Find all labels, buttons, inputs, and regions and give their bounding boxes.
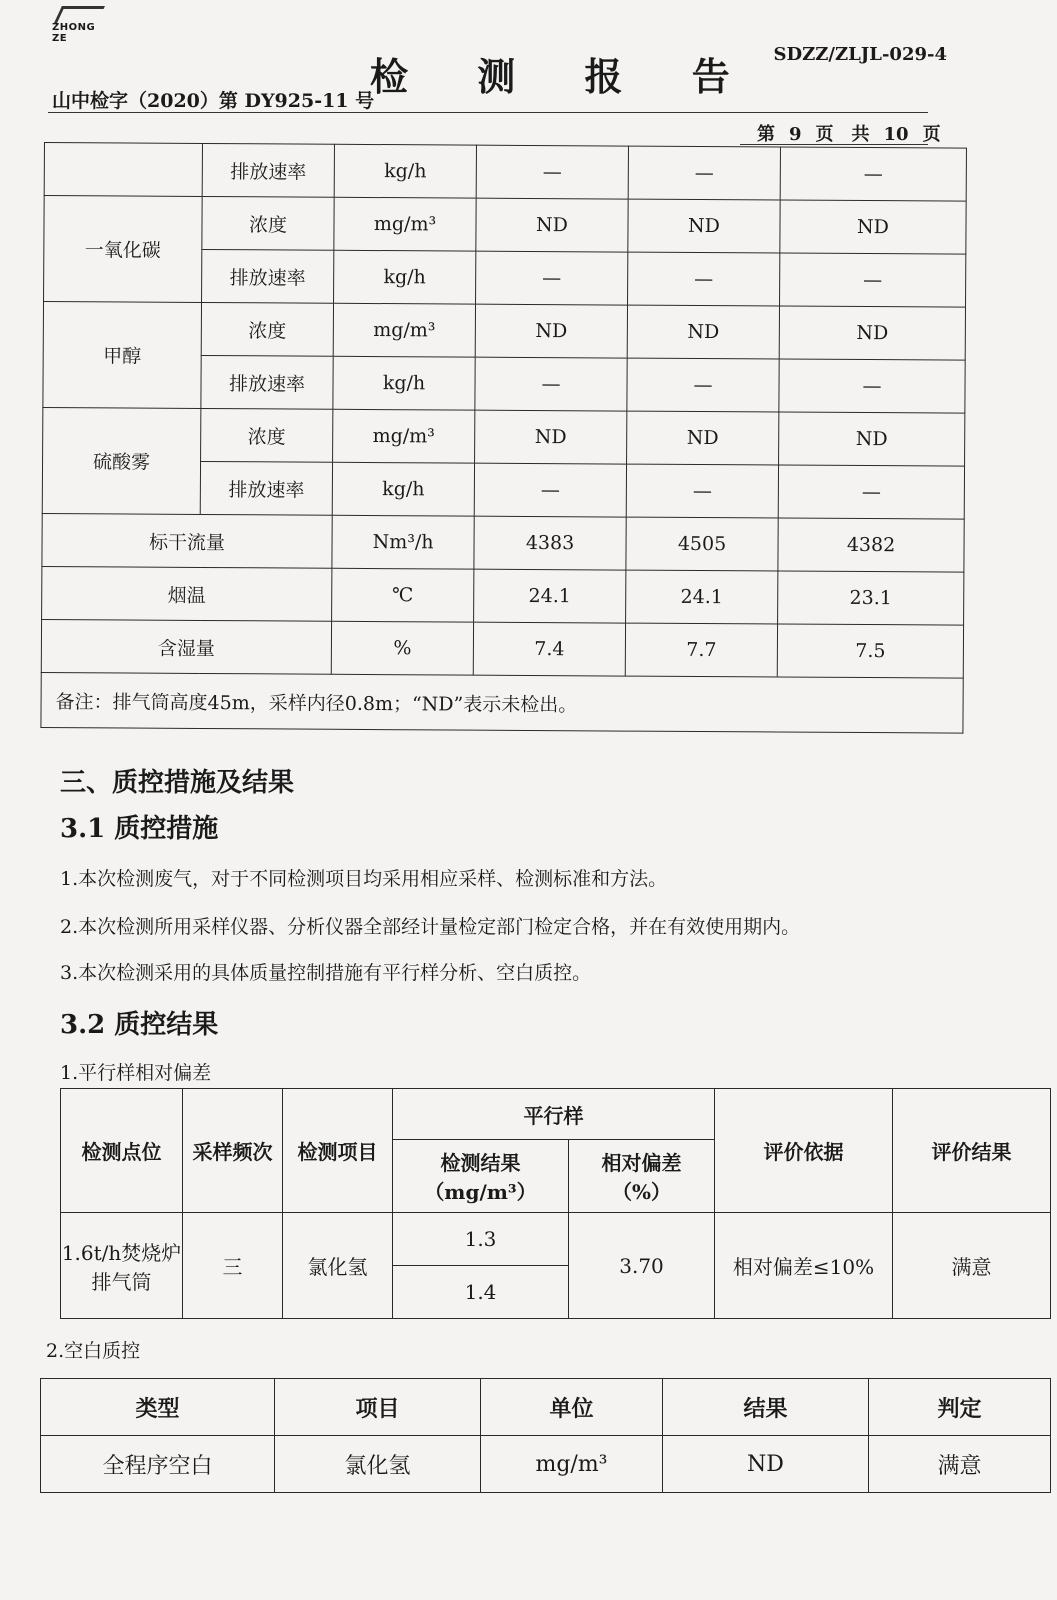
header-basis: 评价依据 <box>715 1089 893 1213</box>
table-cell: — <box>474 463 626 517</box>
table-cell: — <box>778 465 964 519</box>
doc-code: SDZZ/ZLJL-029-4 <box>773 44 947 65</box>
parallel-sample-table <box>60 1088 1051 1319</box>
cell-item: 氯化氢 <box>283 1213 393 1319</box>
table-row <box>42 513 964 572</box>
subsection-title-3-2: 3.2 质控结果 <box>60 1010 219 1040</box>
table-caption: 2.空白质控 <box>46 1340 141 1362</box>
report-number: 山中检字（2020）第 DY925-11 号 <box>52 90 375 112</box>
table-cell: 含湿量 <box>41 619 331 674</box>
table-cell: 7.4 <box>473 622 625 676</box>
page-total: 10 <box>883 124 909 145</box>
header-deviation: 相对偏差 （%） <box>569 1140 715 1213</box>
table-cell: mg/m³ <box>333 409 475 463</box>
table-note: 备注：排气筒高度45m，采样内径0.8m；“ND”表示未检出。 <box>41 672 963 733</box>
table-cell: 浓度 <box>201 302 333 356</box>
table-cell: 24.1 <box>626 570 778 624</box>
table-cell: 硫酸雾 <box>42 407 201 514</box>
table-cell: kg/h <box>334 144 476 198</box>
logo-text: ZHONG ZE <box>52 22 96 44</box>
header-rule-left <box>48 112 928 113</box>
header-frequency: 采样频次 <box>183 1089 283 1213</box>
header-item: 项目 <box>275 1379 481 1436</box>
header-point: 检测点位 <box>61 1089 183 1213</box>
table-cell: 烟温 <box>42 566 332 621</box>
table-cell: — <box>476 251 628 305</box>
table-cell: — <box>628 146 780 200</box>
company-logo <box>52 6 112 44</box>
table-cell: mg/m³ <box>334 197 476 251</box>
cell-item: 氯化氢 <box>275 1436 481 1493</box>
paragraph: 2.本次检测所用采样仪器、分析仪器全部经计量检定部门检定合格，并在有效使用期内。 <box>60 916 801 938</box>
subsection-title-3-1: 3.1 质控措施 <box>60 814 219 844</box>
table-cell: — <box>627 358 779 412</box>
cell-type: 全程序空白 <box>41 1436 275 1493</box>
table-row <box>41 619 963 678</box>
table-cell: ND <box>628 199 780 253</box>
table-cell: 4383 <box>474 516 626 570</box>
table-cell: 24.1 <box>474 569 626 623</box>
table-row <box>44 143 966 202</box>
table-row <box>41 1436 1051 1493</box>
table-cell: 排放速率 <box>202 143 334 197</box>
header-parallel: 平行样 <box>393 1089 715 1140</box>
table-cell: ND <box>779 412 965 466</box>
header-evaluation: 评价结果 <box>893 1089 1051 1213</box>
table-cell: ND <box>780 200 966 254</box>
header-result: 结果 <box>663 1379 869 1436</box>
table-cell: ND <box>627 305 779 359</box>
cell-unit: mg/m³ <box>481 1436 663 1493</box>
table-cell: 23.1 <box>778 571 964 625</box>
page-current: 9 <box>789 124 802 145</box>
table-header-row <box>41 1379 1051 1436</box>
table-cell: 排放速率 <box>200 461 332 515</box>
table-cell: — <box>626 464 778 518</box>
cell-deviation: 3.70 <box>569 1213 715 1319</box>
table-cell: — <box>780 147 966 201</box>
blank-qc-table <box>40 1378 1051 1493</box>
table-cell: kg/h <box>333 356 475 410</box>
header-judgement: 判定 <box>869 1379 1051 1436</box>
cell-point: 1.6t/h焚烧炉排气筒 <box>61 1213 183 1319</box>
table-cell: ND <box>627 411 779 465</box>
table-cell: ND <box>475 410 627 464</box>
table-row <box>43 302 965 361</box>
table-row <box>42 566 964 625</box>
table-cell: 标干流量 <box>42 513 332 568</box>
header-unit: 单位 <box>481 1379 663 1436</box>
page-info: 第 9 页 共 10 页 <box>757 124 941 145</box>
table-cell: 4382 <box>778 518 964 572</box>
table-row <box>43 407 965 466</box>
cell-result-2: 1.4 <box>393 1266 569 1319</box>
table-row <box>44 196 966 255</box>
table-cell: 浓度 <box>202 196 334 250</box>
cell-basis: 相对偏差≤10% <box>715 1213 893 1319</box>
emission-table <box>40 142 967 734</box>
table-cell: kg/h <box>334 250 476 304</box>
table-cell: ℃ <box>332 568 474 622</box>
logo-mark-icon <box>54 6 105 23</box>
report-title: 检 测 报 告 <box>370 54 758 99</box>
table-caption: 1.平行样相对偏差 <box>60 1062 212 1084</box>
paragraph: 3.本次检测采用的具体质量控制措施有平行样分析、空白质控。 <box>60 962 592 984</box>
table-cell: 7.7 <box>625 623 777 677</box>
table-cell: 排放速率 <box>202 249 334 303</box>
cell-evaluation: 满意 <box>893 1213 1051 1319</box>
header-type: 类型 <box>41 1379 275 1436</box>
section-title: 三、质控措施及结果 <box>60 768 295 798</box>
table-cell: 7.5 <box>777 624 963 678</box>
header-rule-right <box>740 144 928 145</box>
header-result: 检测结果 （mg/m³） <box>393 1140 569 1213</box>
header-item: 检测项目 <box>283 1089 393 1213</box>
table-cell: — <box>628 252 780 306</box>
table-cell: — <box>476 145 628 199</box>
table-cell: mg/m³ <box>333 303 475 357</box>
table-cell: 4505 <box>626 517 778 571</box>
table-header-row <box>61 1089 1051 1140</box>
cell-judgement: 满意 <box>869 1436 1051 1493</box>
table-cell: — <box>780 253 966 307</box>
table-cell: Nm³/h <box>332 515 474 569</box>
table-cell: 浓度 <box>201 408 333 462</box>
table-cell: % <box>331 621 473 675</box>
table-row <box>41 672 963 733</box>
table-cell: 甲醇 <box>43 302 202 409</box>
table-cell: ND <box>779 306 965 360</box>
table-cell: — <box>475 357 627 411</box>
table-cell <box>44 143 202 197</box>
cell-result-1: 1.3 <box>393 1213 569 1266</box>
table-cell: ND <box>476 198 628 252</box>
table-cell: ND <box>475 304 627 358</box>
table-cell: 排放速率 <box>201 355 333 409</box>
paragraph: 1.本次检测废气，对于不同检测项目均采用相应采样、检测标准和方法。 <box>60 868 668 890</box>
table-row <box>61 1213 1051 1266</box>
table-cell: — <box>779 359 965 413</box>
cell-result: ND <box>663 1436 869 1493</box>
table-cell: 一氧化碳 <box>44 196 203 303</box>
table-cell: kg/h <box>332 462 474 516</box>
cell-frequency: 三 <box>183 1213 283 1319</box>
